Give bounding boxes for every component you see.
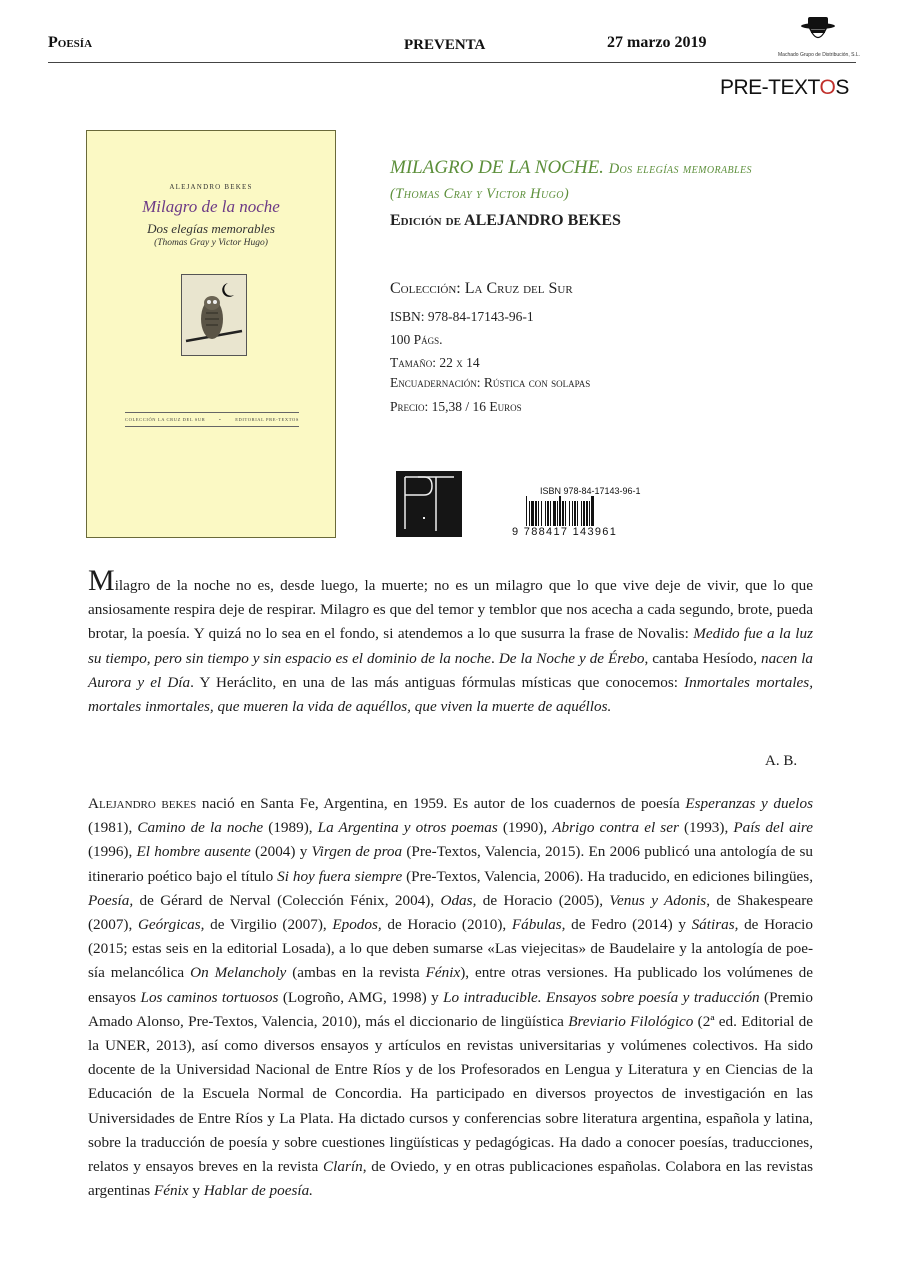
- cover-footer: [125, 417, 299, 422]
- synopsis-text: . Y Heráclito, en una de las más antiguas fórmulas místicas que conocemos:: [190, 673, 685, 691]
- bio-text: (1981),: [88, 819, 138, 837]
- book-collection: Colección: La Cruz del Sur: [390, 280, 573, 297]
- bio-work-title: Esperanzas y duelos: [685, 795, 813, 812]
- bio-text: de Fedro (2014) y: [565, 916, 692, 934]
- bio-work-title: Sátiras,: [691, 916, 739, 934]
- bio-text: (Premio Amado Alonso, Pre-Textos, Valencia, 2010), más el diccionario de lingüística: [88, 988, 813, 1030]
- bio-text: (1989),: [263, 819, 318, 837]
- bio-text: ), entre otras versiones. Ha publicado los volúmenes de ensayos: [88, 964, 813, 1006]
- synopsis-signature: A. B.: [765, 753, 798, 769]
- bio-work-title: Fábulas,: [511, 916, 566, 934]
- bio-work-title: Hablar de poesía.: [203, 1182, 313, 1200]
- bio-text: (ambas en la revista: [286, 964, 426, 982]
- bio-text: y: [188, 1182, 204, 1200]
- bio-work-title: Poesía,: [88, 891, 134, 909]
- cover-title: Milagro de la noche: [142, 197, 280, 216]
- bio-text: (2ª ed. Editorial de la UNER, 2013), así como diversos ensayos y artículos en revistas universitarias y volúmenes colectivos. Ha sido docente de la Universidad Nacional de Entre Ríos y de los Profesorados en Lengua y Literatura y en Ciencias de la Educación de la Escuela Normal de Concordia. Ha participado en diversos proyectos de investigación en las Universidades de Entre Ríos y La Plata. Ha dictado cursos y conferencias sobre literatura argentina, española y latina, sobre la traducción de poesía y sobre cuestiones lingüísticas y pedagógicas. Ha dado a conocer poesías, traducciones, relatos y ensayos breves en la revista: [88, 1012, 813, 1176]
- bio-work-title: Clarín: [323, 1158, 363, 1176]
- barcode-bars: [526, 496, 666, 526]
- brand-text-accent: O: [819, 76, 836, 99]
- synopsis-text: .: [491, 649, 499, 667]
- synopsis-text: ilagro de la noche no es, desde luego, la muerte; no es un milagro que lo que vive deje de vivir, que lo que ansiosamente respira deje de respirar. Milagro es que del temor y temblor que nos acecha a cada segundo, brote, pueda brotar, la poesía. Y quizá no lo sea en el fondo, si atendemos a lo que susurra la frase de Novalis:: [88, 577, 813, 643]
- bio-text: de Horacio (2005),: [476, 891, 610, 909]
- bio-text: de Gérard de Nerval (Colección Fénix, 2004),: [133, 891, 441, 909]
- bio-text: , de Shakespeare (2007),: [88, 891, 813, 934]
- barcode-digits: 9 788417 143961: [512, 526, 618, 538]
- book-cover: [86, 130, 336, 538]
- owl-illustration: [181, 274, 247, 356]
- cover-subtitle: Dos elegías memorables: [147, 221, 275, 236]
- header-divider: [48, 62, 856, 63]
- cover-rule-top: [125, 412, 299, 413]
- bio-text: , de Oviedo, y en otras publicaciones españolas. Colabora en las revistas argentinas: [88, 1158, 814, 1200]
- synopsis-quote: De la Noche y de Érebo: [498, 649, 645, 667]
- synopsis-quote: Medido fue a la luz su tiempo, pero sin tiempo y sin espacio es el dominio de la noche: [88, 625, 814, 667]
- bio-work-title: La Argentina y otros poemas: [317, 819, 498, 837]
- synopsis-paragraph: [88, 564, 814, 719]
- book-title-subtitle: Dos elegías memorables: [608, 161, 752, 177]
- bio-work-title: Breviario Filológico: [568, 1012, 694, 1030]
- book-title: [390, 156, 870, 206]
- distributor-name: Machado Grupo de Distribución, S.L.: [778, 52, 860, 58]
- bio-work-title: Abrigo contra el ser: [552, 819, 679, 837]
- book-pages: 100 Págs.: [390, 332, 443, 347]
- book-title-main: MILAGRO DE LA NOCHE.: [390, 157, 604, 178]
- bio-text: (Logroño, AMG, 1998) y: [278, 988, 444, 1006]
- bio-text: (1996),: [88, 843, 137, 861]
- bio-text: (1990),: [497, 819, 553, 837]
- bio-work-title: Fénix: [153, 1182, 189, 1200]
- synopsis-text: , cantaba Hesíodo,: [644, 649, 761, 667]
- bio-work-title: Camino de la noche: [137, 819, 264, 837]
- hat-man-icon: [798, 16, 838, 46]
- bio-work-title: Virgen de proa: [311, 843, 403, 861]
- bio-work-title: Fénix: [425, 964, 461, 982]
- bio-text: nació en Santa Fe, Argentina, en 1959. Es autor de los cuadernos de poesía: [196, 795, 686, 812]
- barcode-bar: [591, 496, 594, 526]
- bio-author-name: Alejandro bekes: [88, 795, 197, 812]
- bio-work-title: Odas,: [440, 891, 477, 909]
- book-price: Precio: 15,38 / 16 Euros: [390, 399, 522, 414]
- synopsis-quote: nacen la Aurora y el Día: [88, 649, 814, 691]
- cover-rule-bottom: [125, 426, 299, 427]
- bio-work-title: Los caminos tortuosos: [140, 988, 279, 1006]
- book-isbn: ISBN: 978-84-17143-96-1: [390, 309, 534, 324]
- bio-text: (Pre-Textos, Valencia, 2006). Ha traducido, en ediciones bilingües,: [402, 867, 813, 885]
- publisher-logo: [720, 76, 849, 100]
- bio-text: de Horacio (2010),: [381, 916, 512, 934]
- cover-collection: COLECCIÓN LA CRUZ DEL SUR: [125, 417, 206, 422]
- presale-label: PREVENTA: [404, 37, 486, 53]
- pt-monogram-icon: [396, 471, 462, 537]
- cover-publisher: EDITORIAL PRE-TEXTOS: [235, 417, 299, 422]
- synopsis-dropcap: M: [88, 564, 115, 597]
- book-editor: [390, 212, 621, 230]
- cover-footer-dot: •: [219, 417, 222, 422]
- cover-subtitle-2: (Thomas Gray y Victor Hugo): [154, 238, 268, 248]
- bio-text: (Pre-Textos, Valencia, 2015). En 2006 publicó una antología de su itinerario poético bajo el título: [88, 843, 813, 885]
- bio-work-title: On Melancholy: [190, 964, 287, 982]
- bio-work-title: País del aire: [733, 819, 813, 837]
- book-binding: Encuadernación: Rústica con solapas: [390, 375, 591, 390]
- bio-work-title: Venus y Adonis: [609, 891, 707, 909]
- cover-author: ALEJANDRO BEKES: [169, 183, 253, 191]
- synopsis-quote: Inmortales mortales, mortales inmortales, que mueren la vida de aquéllos, que viven la muerte de aquéllos.: [88, 673, 813, 716]
- bio-text: de Virgilio (2007),: [204, 916, 333, 934]
- bio-work-title: Epodos,: [332, 916, 382, 934]
- bio-work-title: El hombre ausente: [136, 843, 251, 861]
- distributor-logo: [778, 16, 858, 60]
- owl-icon: [182, 275, 246, 355]
- book-title-subtitle-2: (Thomas Cray y Victor Hugo): [390, 186, 570, 202]
- brand-text-end: S: [835, 76, 849, 99]
- book-size: Tamaño: 22 x 14: [390, 355, 480, 370]
- release-date: 27 marzo 2019: [607, 34, 707, 51]
- section-label: Poesía: [48, 34, 93, 51]
- author-bio: [88, 792, 813, 1203]
- editor-label: Edición de: [390, 212, 461, 229]
- bio-text: de Horacio (2015; estas seis en la editorial Losada), a lo que deben sumarse «Las viejecitas» de Baudelaire y la antología de poe-sía melancólica: [88, 916, 813, 982]
- bio-work-title: Si hoy fuera siempre: [277, 867, 403, 885]
- barcode: [512, 486, 666, 538]
- bio-text: (2004) y: [250, 843, 312, 861]
- bio-work-title: Geórgicas,: [137, 916, 205, 934]
- brand-text-start: PRE-TEXT: [720, 76, 820, 99]
- barcode-isbn-label: ISBN 978-84-17143-96-1: [540, 486, 641, 496]
- bio-work-title: Lo intraducible. Ensayos sobre poesía y traducción: [443, 988, 760, 1006]
- editor-name: ALEJANDRO BEKES: [464, 212, 621, 229]
- pre-textos-mark: [396, 471, 462, 537]
- bio-text: (1993),: [678, 819, 734, 837]
